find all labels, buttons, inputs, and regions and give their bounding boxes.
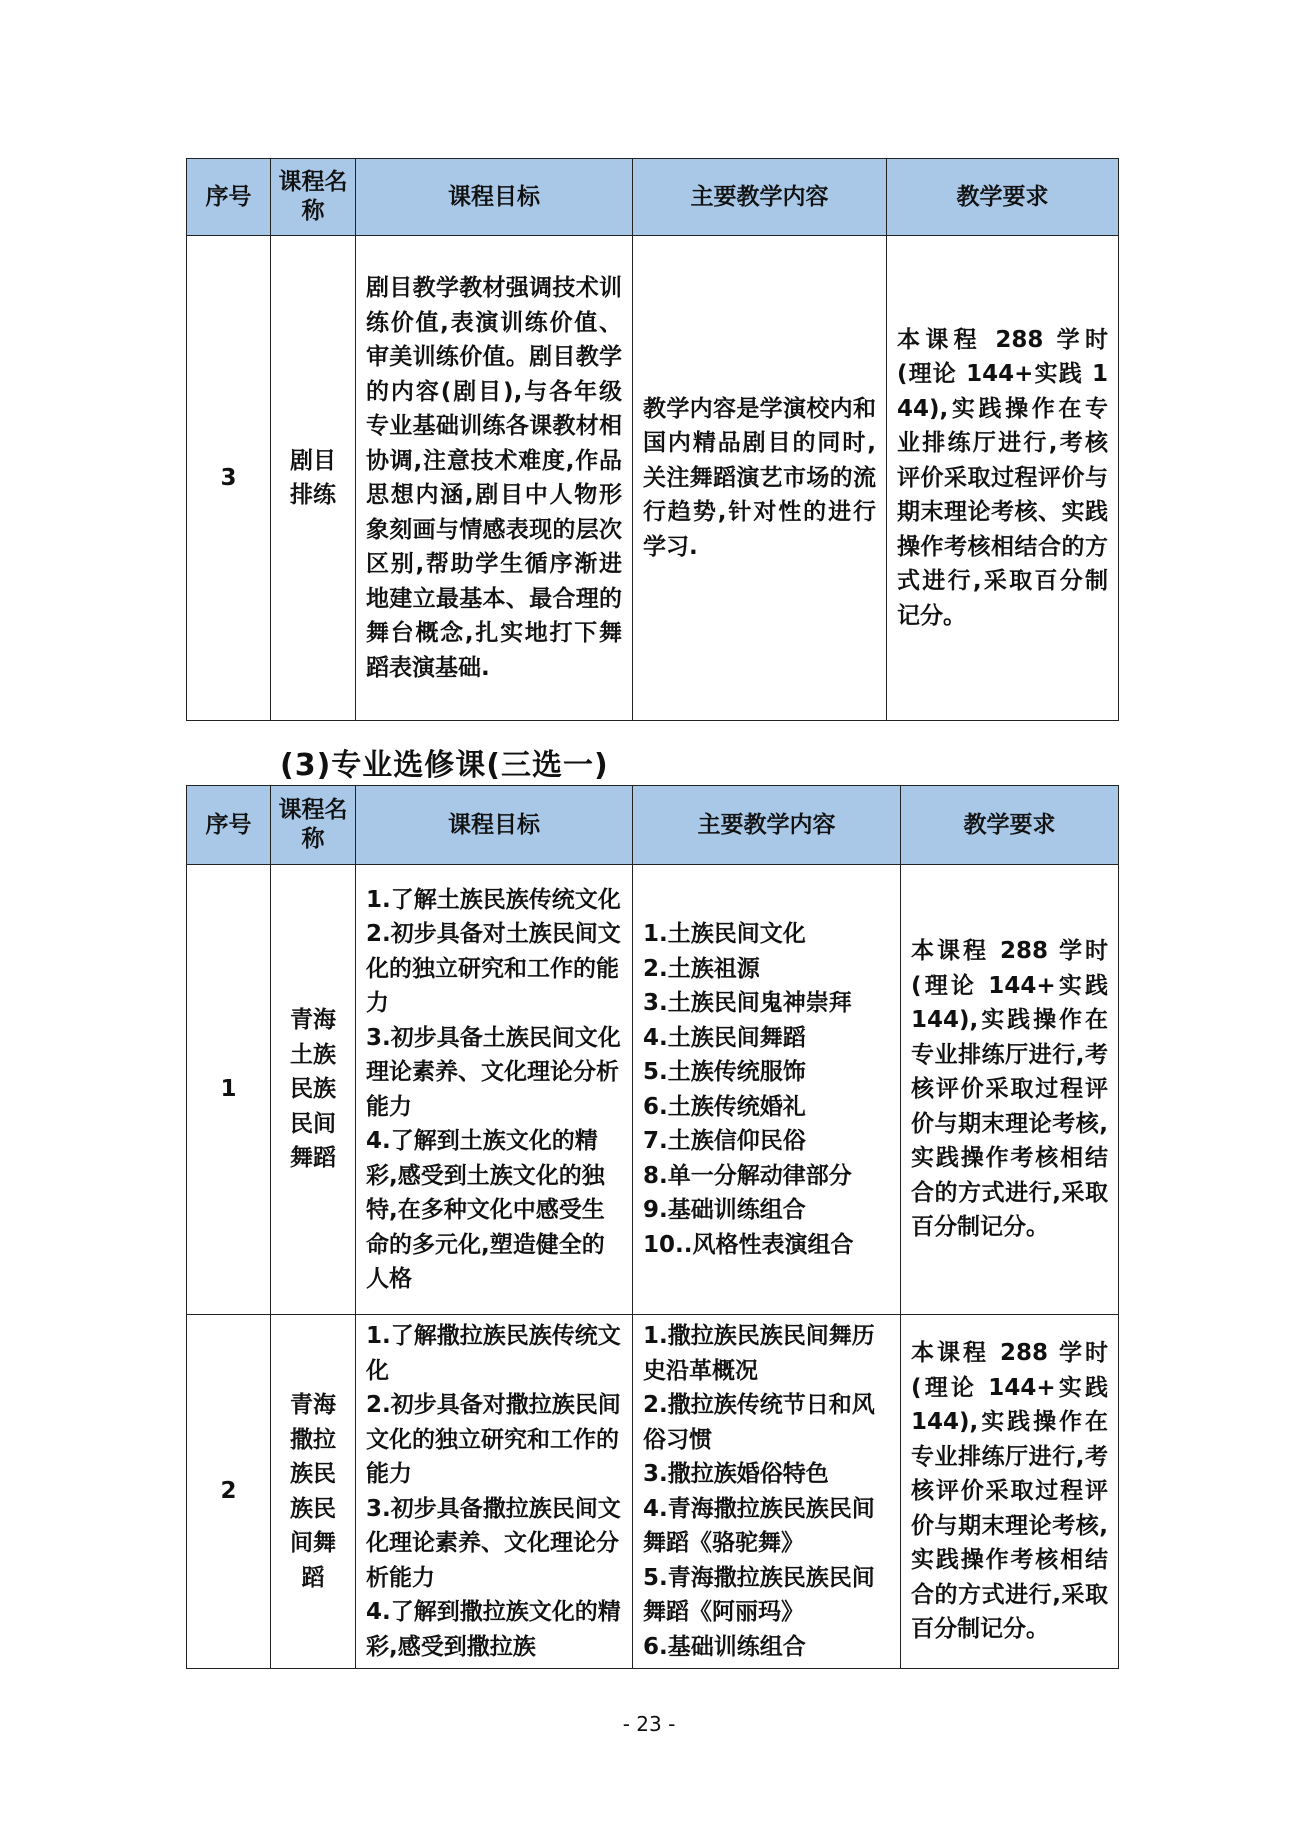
course-table-1	[186, 158, 1119, 721]
row-num: 3	[187, 236, 271, 721]
table-header-row	[187, 786, 1119, 865]
row-goal: 剧目教学教材强调技术训练价值,表演训练价值、审美训练价值。剧目教学的内容(剧目),与各年级专业基础训练各课教材相协调,注意技术难度,作品思想内涵,剧目中人物形象刻画与情感表现的层次区别,帮助学生循序渐进地建立最基本、最合理的舞台概念,扎实地打下舞蹈表演基础.	[356, 236, 633, 721]
table-row	[187, 865, 1119, 1315]
page-number: - 23 -	[622, 1712, 676, 1736]
row-requirement: 本课程 288 学时(理论 144+实践 144),实践操作在专业排练厅进行,考核评价采取过程评价与期末理论考核、实践操作考核相结合的方式进行,采取百分制记分。	[887, 236, 1119, 721]
course-table-2	[186, 785, 1119, 1669]
header-goal: 课程目标	[356, 786, 633, 865]
row-num: 1	[187, 865, 271, 1315]
header-requirement: 教学要求	[901, 786, 1119, 865]
row-content: 1.土族民间文化 2.土族祖源 3.土族民间鬼神崇拜 4.土族民间舞蹈 5.土族传统服饰 6.土族传统婚礼 7.土族信仰民俗 8.单一分解动律部分 9.基础训练组合 10..风格性表演组合	[633, 865, 901, 1315]
row-content: 1.撒拉族民族民间舞历史沿革概况 2.撒拉族传统节日和风俗习惯 3.撒拉族婚俗特色 4.青海撒拉族民族民间舞蹈《骆驼舞》 5.青海撒拉族民族民间舞蹈《阿丽玛》 6.基础训练组合	[633, 1315, 901, 1669]
row-goal: 1.了解撒拉族民族传统文化 2.初步具备对撒拉族民间文化的独立研究和工作的能力 3.初步具备撒拉族民间文化理论素养、文化理论分析能力 4.了解到撒拉族文化的精彩,感受到撒拉族	[356, 1315, 633, 1669]
header-name: 课程名称	[271, 159, 356, 236]
section-title: (3)专业选修课(三选一)	[280, 748, 609, 783]
row-course-name: 剧目排练	[271, 236, 356, 721]
table-row	[187, 1315, 1119, 1669]
header-goal: 课程目标	[356, 159, 633, 236]
table-row	[187, 236, 1119, 721]
row-requirement: 本课程 288 学时(理论 144+实践 144),实践操作在专业排练厅进行,考核评价采取过程评价与期末理论考核,实践操作考核相结合的方式进行,采取百分制记分。	[901, 865, 1119, 1315]
row-goal: 1.了解土族民族传统文化 2.初步具备对土族民间文化的独立研究和工作的能力 3.初步具备土族民间文化理论素养、文化理论分析能力 4.了解到土族文化的精彩,感受到土族文化的独特,在多种文化中感受生命的多元化,塑造健全的人格	[356, 865, 633, 1315]
header-name: 课程名称	[271, 786, 356, 865]
row-num: 2	[187, 1315, 271, 1669]
row-course-name: 青海土族民族民间舞蹈	[271, 865, 356, 1315]
header-requirement: 教学要求	[887, 159, 1119, 236]
header-content: 主要教学内容	[633, 786, 901, 865]
row-course-name: 青海撒拉族民族民间舞蹈	[271, 1315, 356, 1669]
table-header-row	[187, 159, 1119, 236]
row-content: 教学内容是学演校内和国内精品剧目的同时,关注舞蹈演艺市场的流行趋势,针对性的进行学习.	[633, 236, 887, 721]
row-requirement: 本课程 288 学时(理论 144+实践 144),实践操作在专业排练厅进行,考核评价采取过程评价与期末理论考核,实践操作考核相结合的方式进行,采取百分制记分。	[901, 1315, 1119, 1669]
header-num: 序号	[187, 159, 271, 236]
header-content: 主要教学内容	[633, 159, 887, 236]
header-num: 序号	[187, 786, 271, 865]
